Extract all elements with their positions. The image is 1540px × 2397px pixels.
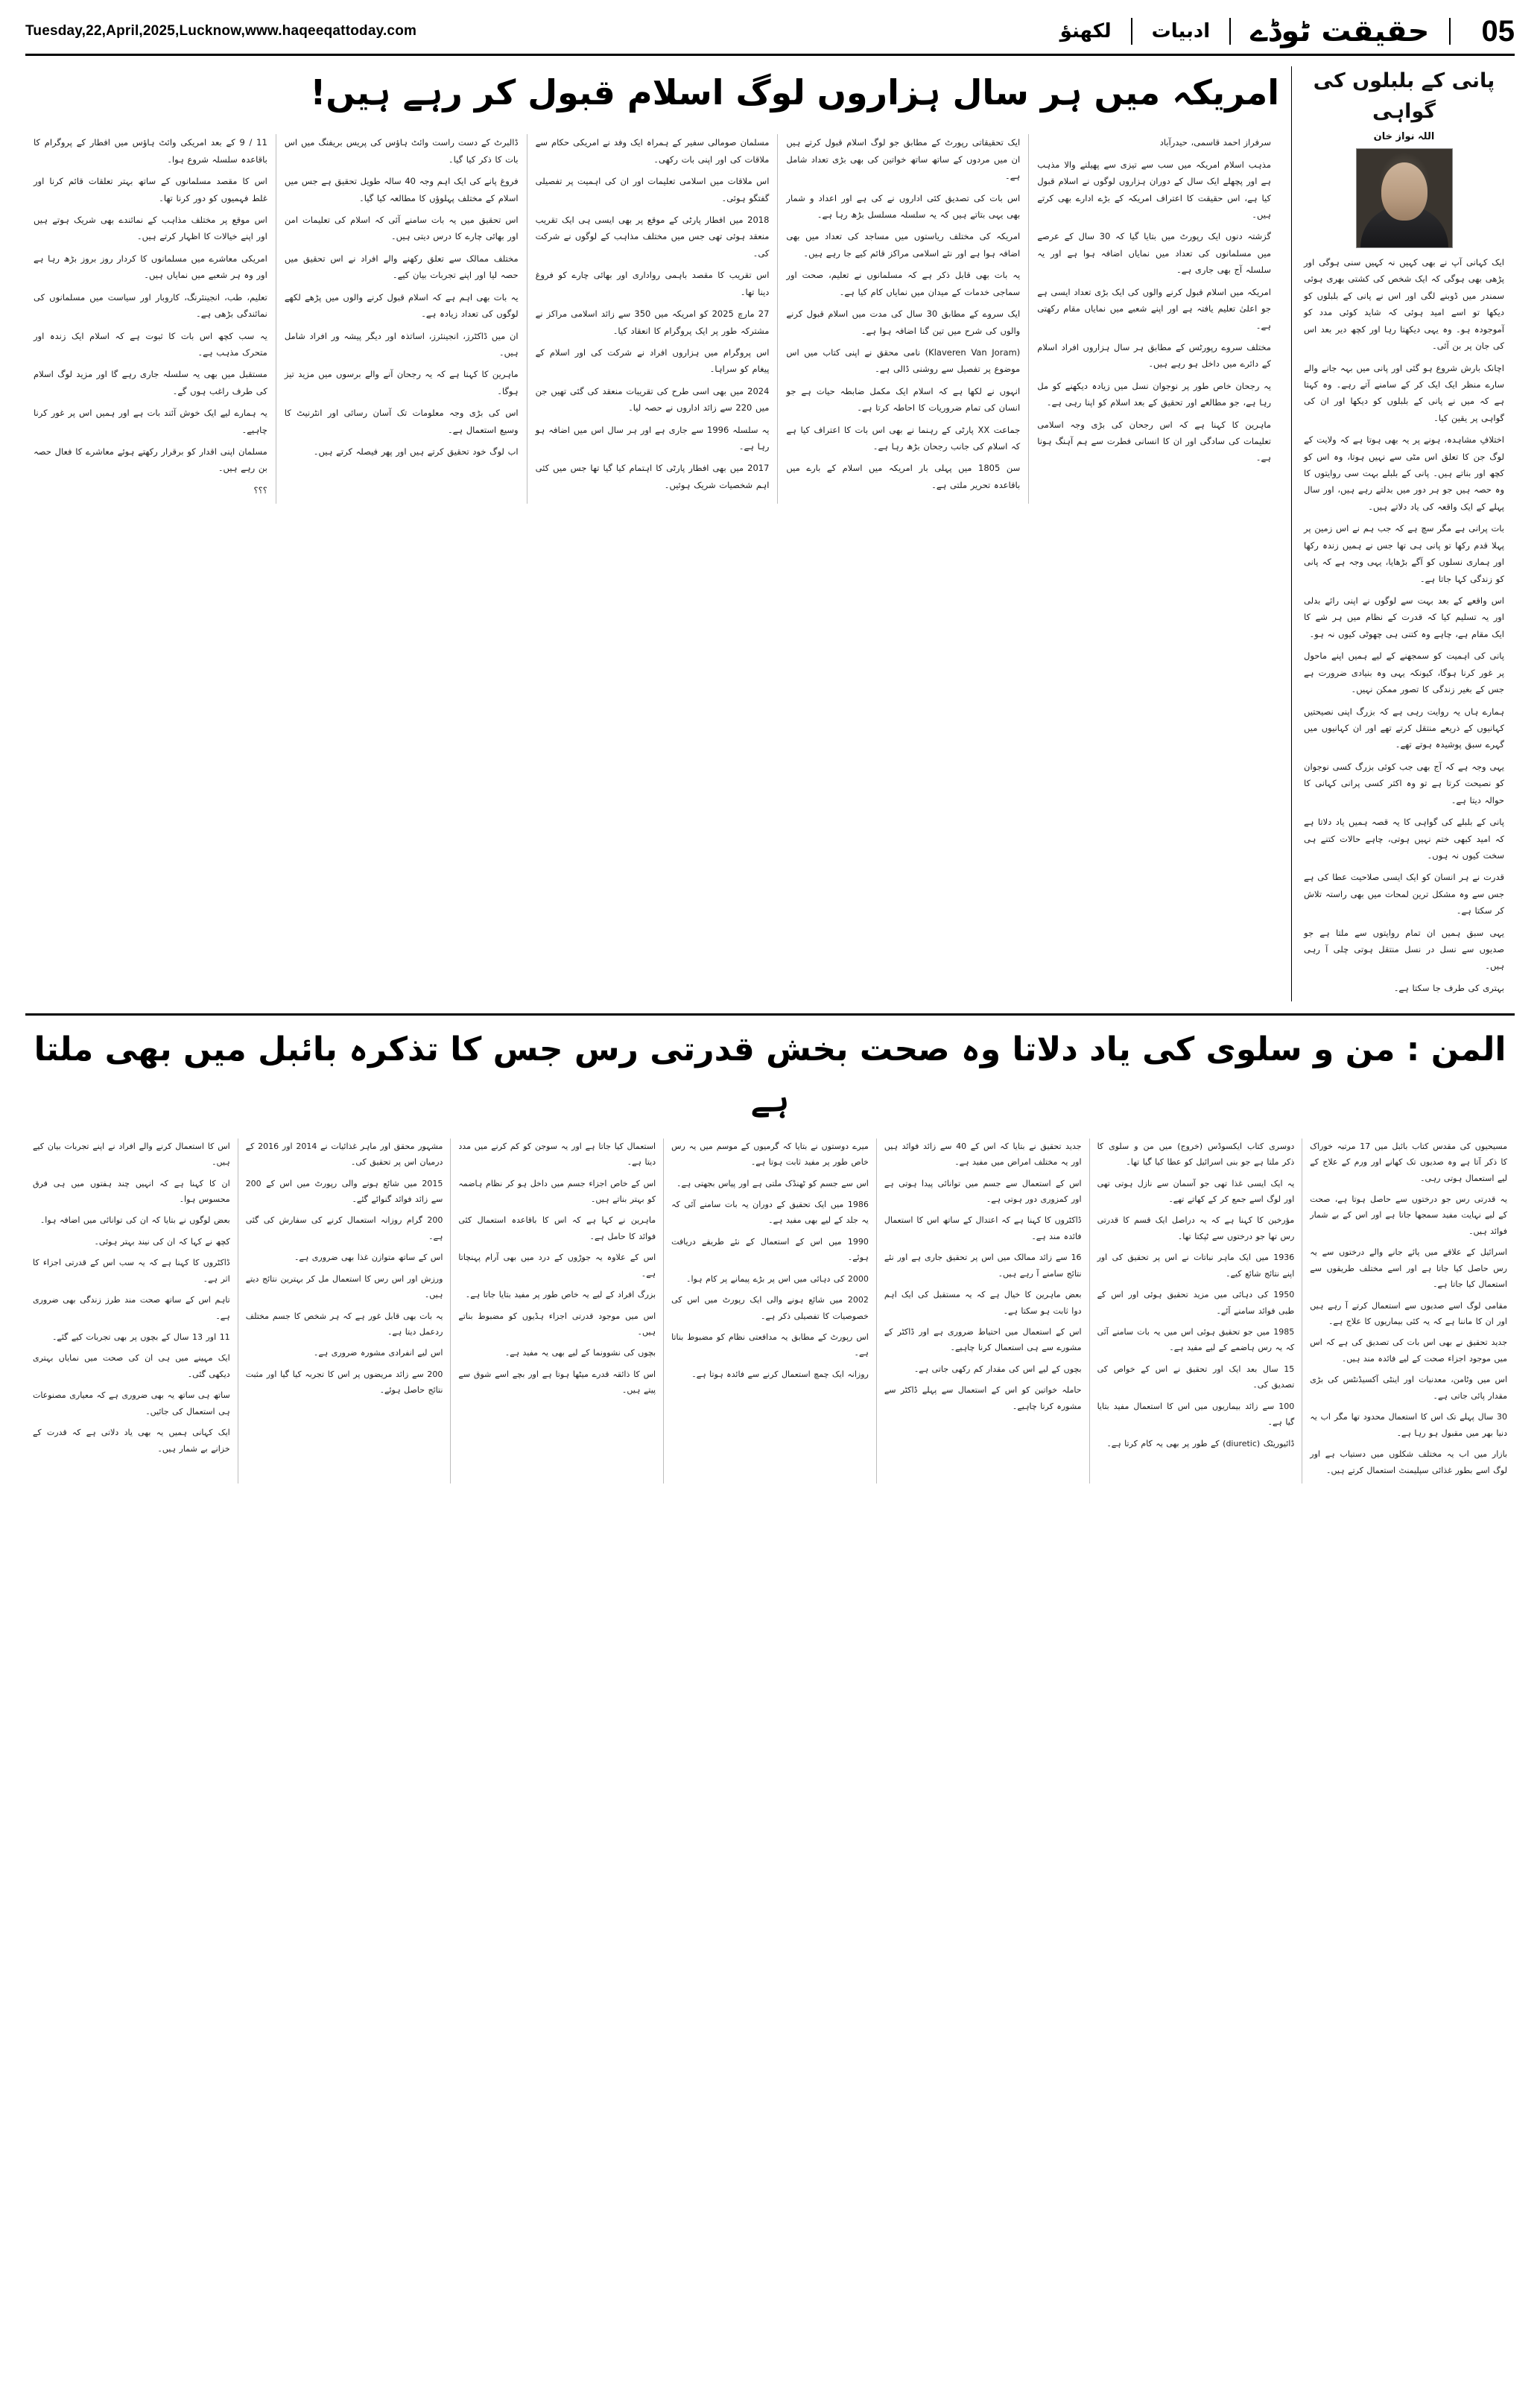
article-column (527, 134, 778, 504)
article-paragraph: امریکہ میں اسلام قبول کرنے والوں کی ایک بڑی تعداد ایسی ہے جو اعلیٰ تعلیم یافتہ ہے اور اپنے شعبے میں نمایاں مقام رکھتی ہے۔ (1037, 286, 1271, 331)
article-paragraph: اس کا ذائقہ قدرے میٹھا ہوتا ہے اور بچے اسے شوق سے پیتے ہیں۔ (458, 1369, 656, 1396)
article-paragraph: اس تحقیق میں یہ بات سامنے آئی کہ اسلام کی تعلیمات امن اور بھائی چارے کا درس دیتی ہیں۔ (284, 214, 519, 242)
article-paragraph: تعلیم، طب، انجینئرنگ، کاروبار اور سیاست میں مسلمانوں کی نمائندگی بڑھی ہے۔ (34, 291, 267, 320)
article-paragraph: دوسری کتاب ایکسوڈس (خروج) میں من و سلوی کا ذکر ملتا ہے جو بنی اسرائیل کو عطا کیا گیا تھا۔ (1097, 1141, 1295, 1168)
article-paragraph: یہ سب کچھ اس بات کا ثبوت ہے کہ اسلام ایک زندہ اور متحرک مذہب ہے۔ (34, 330, 267, 358)
article-paragraph: فروغ پانے کی ایک اہم وجہ 40 سالہ طویل تحقیق ہے جس میں اسلام کے مختلف پہلوؤں کا مطالعہ کیا گیا۔ (284, 176, 519, 203)
article-column (450, 1139, 663, 1484)
article-paragraph: (Klaveren Van Joram) نامی محقق نے اپنی کتاب میں اس موضوع پر تفصیل سے روشنی ڈالی ہے۔ (786, 346, 1021, 375)
article-paragraph: 1950 کی دہائی میں مزید تحقیق ہوئی اور اس کے طبی فوائد سامنے آئے۔ (1097, 1290, 1295, 1316)
article-paragraph: 2002 میں شائع ہونے والی ایک رپورٹ میں اس کی خصوصیات کا تفصیلی ذکر ہے۔ (671, 1295, 869, 1321)
article-paragraph: اس موقع پر مختلف مذاہب کے نمائندے بھی شریک ہوتے ہیں اور اپنے خیالات کا اظہار کرتے ہیں۔ (34, 214, 267, 242)
article-column (25, 134, 276, 504)
article-paragraph: 30 سال پہلے تک اس کا استعمال محدود تھا مگر اب یہ دنیا بھر میں مقبول ہو رہا ہے۔ (1310, 1412, 1507, 1438)
article-paragraph: مختلف سروے رپورٹس کے مطابق ہر سال ہزاروں افراد اسلام کے دائرے میں داخل ہو رہے ہیں۔ (1037, 341, 1271, 370)
article-paragraph: یہ رجحان خاص طور پر نوجوان نسل میں زیادہ دیکھنے کو مل رہا ہے، جو مطالعے اور تحقیق کے بعد اسلام کو اپنا رہی ہے۔ (1037, 380, 1271, 408)
article-paragraph: اب لوگ خود تحقیق کرتے ہیں اور پھر فیصلہ کرتے ہیں۔ (313, 446, 519, 457)
main-top-article (25, 66, 1291, 1001)
masthead-divider (1449, 18, 1451, 45)
article-paragraph: ان میں ڈاکٹرز، انجینئرز، اساتذہ اور دیگر پیشہ ور افراد شامل ہیں۔ (284, 330, 519, 358)
article-paragraph: 200 گرام روزانہ استعمال کرنے کی سفارش کی گئی ہے۔ (245, 1215, 443, 1241)
article-column (25, 1139, 238, 1484)
article-paragraph: ڈالبرٹ کے دست راست وائٹ ہاؤس کی پریس بریفنگ میں اس بات کا ذکر کیا گیا۔ (284, 137, 519, 165)
article-paragraph: ایک کہانی آپ نے بھی کہیں نہ کہیں سنی ہوگی اور پڑھی بھی ہوگی کہ ایک شخص کی کشتی بھری ہوئی سمندر میں ڈوبنے لگی اور اس نے پانی کے بلبلوں کو دیکھا تو اسے امید ہوئی کہ شاید کوئی مدد کو آموجودہ ہو۔ وہ یہی دیکھتا رہا اور کچھ دیر بعد اس کی جان پر بن آئی۔ (1304, 257, 1504, 352)
brand-city: لکھنؤ (1059, 20, 1112, 42)
article-paragraph: اس میں وٹامن، معدنیات اور اینٹی آکسیڈنٹس کی بڑی مقدار پائی جاتی ہے۔ (1310, 1375, 1507, 1401)
main-article-columns (25, 134, 1279, 504)
article-paragraph: یہ بات بھی قابل ذکر ہے کہ مسلمانوں نے تعلیم، صحت اور سماجی خدمات کے میدان میں نمایاں کام کیا ہے۔ (786, 270, 1021, 297)
article-paragraph: اس کے علاوہ یہ جوڑوں کے درد میں بھی آرام پہنچاتا ہے۔ (458, 1253, 656, 1279)
article-paragraph: ورزش اور اس رس کا استعمال مل کر بہترین نتائج دیتے ہیں۔ (245, 1273, 443, 1300)
masthead-brand (1060, 16, 1515, 46)
article-paragraph: جدید تحقیق نے بتایا کہ اس کے 40 سے زائد فوائد ہیں اور یہ مختلف امراض میں مفید ہے۔ (884, 1141, 1082, 1168)
article-paragraph: میرے دوستوں نے بتایا کہ گرمیوں کے موسم میں یہ رس خاص طور پر مفید ثابت ہوتا ہے۔ (671, 1141, 869, 1168)
article-paragraph: بہتری کی طرف جا سکتا ہے۔ (1393, 982, 1504, 993)
masthead-divider-2 (1229, 18, 1231, 45)
main-headline: امریکہ میں ہر سال ہزاروں لوگ اسلام قبول کر رہے ہیں! (310, 72, 1279, 113)
article-paragraph: ماہرین نے کہا ہے کہ اس کا باقاعدہ استعمال کئی فوائد کا حامل ہے۔ (458, 1215, 656, 1241)
article-column (1089, 1139, 1302, 1484)
article-paragraph: اس ملاقات میں اسلامی تعلیمات اور ان کی اہمیت پر تفصیلی گفتگو ہوئی۔ (535, 176, 770, 203)
article-paragraph: یہ سلسلہ 1996 سے جاری ہے اور ہر سال اس میں اضافہ ہو رہا ہے۔ (535, 424, 770, 452)
article-paragraph: اس کا مقصد مسلمانوں کے ساتھ بہتر تعلقات قائم کرنا اور غلط فہمیوں کو دور کرنا تھا۔ (34, 176, 267, 203)
article-paragraph: ساتھ ہی ساتھ یہ بھی ضروری ہے کہ معیاری مصنوعات ہی استعمال کی جائیں۔ (32, 1390, 230, 1416)
article-paragraph: اسرائیل کے علاقے میں پائے جانے والے درختوں سے یہ رس حاصل کیا جاتا ہے اور اسے مختلف طریقوں سے استعمال کیا جاتا ہے۔ (1310, 1247, 1507, 1290)
article-paragraph: مشہور محقق اور ماہر غذائیات نے 2014 اور 2016 کے درمیان اس پر تحقیق کی۔ (245, 1141, 443, 1168)
article-paragraph: جدید تحقیق نے بھی اس بات کی تصدیق کی ہے کہ اس میں موجود اجزاء صحت کے لیے فائدہ مند ہیں۔ (1310, 1337, 1507, 1364)
article-paragraph: سن 1805 میں پہلی بار امریکہ میں اسلام کے بارے میں باقاعدہ تحریر ملتی ہے۔ (786, 463, 1021, 490)
article-column (238, 1139, 451, 1484)
column-article-byline: اللہ نواز خان (1373, 131, 1435, 142)
article-paragraph: اس سے جسم کو ٹھنڈک ملتی ہے اور پیاس بجھتی ہے۔ (676, 1178, 869, 1188)
article-paragraph: مختلف ممالک سے تعلق رکھنے والے افراد نے اس تحقیق میں حصہ لیا اور اپنے تجربات بیان کیے۔ (284, 253, 519, 281)
article-paragraph: 2000 کی دہائی میں اس پر بڑے پیمانے پر کام ہوا۔ (686, 1273, 869, 1284)
article-paragraph: استعمال کیا جاتا ہے اور یہ سوجن کو کم کرنے میں مدد دیتا ہے۔ (458, 1141, 656, 1168)
article-paragraph: اس کے استعمال سے جسم میں توانائی پیدا ہوتی ہے اور کمزوری دور ہوتی ہے۔ (884, 1178, 1082, 1204)
article-paragraph: مذہب اسلام امریکہ میں سب سے تیزی سے پھیلنے والا مذہب ہے اور پچھلے ایک سال کے دوران ہزاروں لوگوں نے اسلام قبول کیا ہے، اس حقیقت کا اعتراف امریکہ کے بڑے ادارے بھی کرتے ہیں۔ (1037, 159, 1271, 220)
article-column (663, 1139, 876, 1484)
article-paragraph: 1936 میں ایک ماہر نباتات نے اس پر تحقیق کی اور اپنے نتائج شائع کیے۔ (1097, 1253, 1295, 1279)
brand-title: حقیقت ٹوڈے (1250, 14, 1430, 48)
article-paragraph: مسلمان صومالی سفیر کے ہمراہ ایک وفد نے امریکی حکام سے ملاقات کی اور اپنی بات رکھی۔ (535, 137, 770, 165)
article-paragraph: یہی وجہ ہے کہ آج بھی جب کوئی بزرگ کسی نوجوان کو نصیحت کرتا ہے تو وہ اکثر کسی پرانی کہانی کا حوالہ دیتا ہے۔ (1304, 761, 1504, 805)
article-paragraph: ڈاکٹروں کا کہنا ہے کہ اعتدال کے ساتھ اس کا استعمال فائدہ مند ہے۔ (884, 1215, 1082, 1241)
bottom-article-columns (25, 1139, 1515, 1484)
article-paragraph: ایک کہانی ہمیں یہ بھی یاد دلاتی ہے کہ قدرت کے خزانے بے شمار ہیں۔ (32, 1428, 230, 1454)
article-column (876, 1139, 1089, 1484)
article-paragraph: بعض لوگوں نے بتایا کہ ان کی توانائی میں اضافہ ہوا۔ (39, 1215, 230, 1226)
article-paragraph: اس کے استعمال میں احتیاط ضروری ہے اور ڈاکٹر کے مشورے سے ہی استعمال کرنا چاہیے۔ (884, 1327, 1082, 1353)
article-paragraph: گزشتہ دنوں ایک رپورٹ میں بتایا گیا کہ 30 سال کے عرصے میں مسلمانوں کی تعداد میں نمایاں اضافہ ہوا ہے اور یہ سلسلہ آج بھی جاری ہے۔ (1037, 231, 1271, 276)
article-paragraph: 11 اور 13 سال کے بچوں پر بھی تجربات کیے گئے۔ (51, 1332, 230, 1343)
article-paragraph: 15 سال بعد ایک اور تحقیق نے اس کے خواص کی تصدیق کی۔ (1097, 1364, 1295, 1390)
article-paragraph: ماہرین کا کہنا ہے کہ اس رجحان کی بڑی وجہ اسلامی تعلیمات کی سادگی اور ان کا انسانی فطرت سے ہم آہنگ ہونا ہے۔ (1037, 419, 1271, 463)
dateline: Tuesday,22,April,2025,Lucknow,www.haqeeqattoday.com (25, 23, 417, 39)
article-paragraph: اچانک بارش شروع ہو گئی اور پانی میں بہہ جانے والے سارے منظر ایک ایک کر کے سامنے آتے رہے۔ وہ کہتا ہے کہ میں نے پانی کے بلبلوں کو دیکھا اور ان کی گواہی پر یقین کیا۔ (1304, 362, 1504, 423)
article-paragraph: 1985 میں جو تحقیق ہوئی اس میں یہ بات سامنے آئی کہ یہ رس ہاضمے کے لیے مفید ہے۔ (1097, 1327, 1295, 1353)
article-paragraph: اس کے خاص اجزاء جسم میں داخل ہو کر نظام ہاضمہ کو بہتر بناتے ہیں۔ (458, 1178, 656, 1204)
article-paragraph: یہ بات بھی قابل غور ہے کہ ہر شخص کا جسم مختلف ردعمل دیتا ہے۔ (245, 1311, 443, 1337)
article-paragraph: جماعت XX پارٹی کے رہنما نے بھی اس بات کا اعتراف کیا ہے کہ اسلام کی جانب رجحان بڑھ رہا ہے۔ (786, 424, 1021, 452)
article-paragraph: ہمارے ہاں یہ روایت رہی ہے کہ بزرگ اپنی نصیحتیں کہانیوں کے ذریعے منتقل کرتے تھے اور ان کہانیوں میں گہرے سبق پوشیدہ ہوتے تھے۔ (1304, 706, 1504, 750)
article-paragraph: پانی کی اہمیت کو سمجھنے کے لیے ہمیں اپنے ماحول پر غور کرنا ہوگا، کیونکہ یہی وہ بنیادی ضرورت ہے جس کے بغیر زندگی کا تصور ممکن نہیں۔ (1304, 650, 1504, 695)
column-article-title: پانی کے بلبلوں کی گواہی (1313, 69, 1495, 123)
article-paragraph: ایک مہینے میں ہی ان کی صحت میں نمایاں بہتری دیکھی گئی۔ (32, 1353, 230, 1379)
article-paragraph: بازار میں اب یہ مختلف شکلوں میں دستیاب ہے اور لوگ اسے بطور غذائی سپلیمنٹ استعمال کرتے ہیں۔ (1310, 1449, 1507, 1475)
article-paragraph: امریکی معاشرے میں مسلمانوں کا کردار روز بروز بڑھ رہا ہے اور وہ ہر شعبے میں نمایاں ہیں۔ (34, 253, 267, 281)
article-paragraph: 2015 میں شائع ہونے والی رپورٹ میں اس کے 200 سے زائد فوائد گنوائے گئے۔ (245, 1178, 443, 1204)
article-paragraph: ڈائیوریٹک (diuretic) کے طور پر بھی یہ کام کرتا ہے۔ (1106, 1438, 1295, 1448)
article-paragraph: یہ ایک ایسی غذا تھی جو آسمان سے نازل ہوتی تھی اور لوگ اسے جمع کر کے کھاتے تھے۔ (1097, 1178, 1295, 1204)
article-paragraph: اس میں موجود قدرتی اجزاء ہڈیوں کو مضبوط بناتے ہیں۔ (458, 1311, 656, 1337)
article-paragraph: 11 / 9 کے بعد امریکی وائٹ ہاؤس میں افطار کے پروگرام کا باقاعدہ سلسلہ شروع ہوا۔ (34, 137, 267, 165)
article-paragraph: 100 سے زائد بیماریوں میں اس کا استعمال مفید بتایا گیا ہے۔ (1097, 1401, 1295, 1428)
article-paragraph: ایک تحقیقاتی رپورٹ کے مطابق جو لوگ اسلام قبول کرتے ہیں ان میں مردوں کے ساتھ ساتھ خواتین کی بھی بڑی تعداد شامل ہے۔ (786, 137, 1021, 182)
article-paragraph: ان کا کہنا ہے کہ انہیں چند ہفتوں میں ہی فرق محسوس ہوا۔ (32, 1178, 230, 1204)
article-paragraph: بات پرانی ہے مگر سچ ہے کہ جب ہم نے اس زمین پر پہلا قدم رکھا تو پانی ہی تھا جس نے ہمیں زندہ رکھا اور ہماری نسلوں کو آگے بڑھایا، یہی وجہ ہے کہ پانی کو زندگی کہا جاتا ہے۔ (1304, 523, 1504, 584)
article-paragraph: امریکہ کی مختلف ریاستوں میں مساجد کی تعداد میں بھی اضافہ ہوا ہے اور نئے اسلامی مراکز قائم کیے جا رہے ہیں۔ (786, 231, 1021, 259)
article-paragraph: اس کا استعمال کرنے والے افراد نے اپنے تجربات بیان کیے ہیں۔ (32, 1141, 230, 1168)
article-paragraph: اس کی بڑی وجہ معلومات تک آسان رسائی اور انٹرنیٹ کا وسیع استعمال ہے۔ (284, 408, 519, 435)
masthead-divider-3 (1131, 18, 1132, 45)
article-paragraph: اس لیے انفرادی مشورہ ضروری ہے۔ (313, 1348, 443, 1358)
page-number: 05 (1481, 15, 1515, 48)
article-paragraph: ماہرین کا کہنا ہے کہ یہ رجحان آنے والے برسوں میں مزید تیز ہوگا۔ (284, 369, 519, 396)
article-paragraph: قدرت نے ہر انسان کو ایک ایسی صلاحیت عطا کی ہے جس سے وہ مشکل ترین لمحات میں بھی راستہ تلاش کر سکتا ہے۔ (1304, 872, 1504, 916)
article-paragraph: ؟؟؟ (253, 484, 267, 495)
article-paragraph: ایک سروے کے مطابق 30 سال کی مدت میں اسلام قبول کرنے والوں کی شرح میں تین گنا اضافہ ہوا ہے۔ (786, 308, 1021, 336)
masthead (25, 16, 1515, 56)
article-paragraph: اختلافِ مشاہدہ، ہونے پر یہ بھی ہوتا ہے کہ ولایت کے لوگ جن کا تعلق اس مٹی سے نہیں ہوتا، وہ اس کو کچھ اور بناتے ہیں۔ پانی کے بلبلے بہت سی روایتوں کا وہ حصہ ہیں جو ہر دور میں بدلتے رہے ہیں، اور سال پہلے کے ایک واقعہ کی یاد دلاتے ہیں۔ (1304, 434, 1504, 512)
article-column (777, 134, 1028, 504)
article-paragraph: بچوں کی نشوونما کے لیے بھی یہ مفید ہے۔ (504, 1348, 656, 1358)
article-paragraph: سرفراز احمد قاسمی، حیدرآباد (1159, 137, 1271, 148)
article-paragraph: اس رپورٹ کے مطابق یہ مدافعتی نظام کو مضبوط بناتا ہے۔ (671, 1332, 869, 1358)
brand-section: ادبیات (1151, 20, 1211, 42)
article-paragraph: پانی کے بلبلے کی گواہی کا یہ قصہ ہمیں یاد دلاتا ہے کہ امید کبھی ختم نہیں ہوتی، چاہے حالات کتنے ہی سخت کیوں نہ ہوں۔ (1304, 817, 1504, 861)
article-paragraph: بعض ماہرین کا خیال ہے کہ یہ مستقبل کی ایک اہم دوا ثابت ہو سکتا ہے۔ (884, 1290, 1082, 1316)
article-paragraph: مؤرخین کا کہنا ہے کہ یہ دراصل ایک قسم کا قدرتی رس تھا جو درختوں سے ٹپکتا تھا۔ (1097, 1215, 1295, 1241)
article-paragraph: یہ قدرتی رس جو درختوں سے حاصل ہوتا ہے، صحت کے لیے نہایت مفید سمجھا جاتا ہے اور اس کے بے شمار فوائد ہیں۔ (1310, 1194, 1507, 1236)
bottom-section (25, 1025, 1515, 1484)
article-paragraph: 2017 میں بھی افطار پارٹی کا اہتمام کیا گیا تھا جس میں کئی اہم شخصیات شریک ہوئیں۔ (535, 463, 770, 490)
article-paragraph: یہی سبق ہمیں ان تمام روایتوں سے ملتا ہے جو صدیوں سے نسل در نسل منتقل ہوتی چلی آ رہی ہیں۔ (1304, 927, 1504, 972)
article-paragraph: مسیحیوں کی مقدس کتاب بائبل میں 17 مرتبہ خوراک کا ذکر آتا ہے وہ صدیوں تک کھانے اور ورم کے علاج کے لیے استعمال ہوتی رہی۔ (1310, 1141, 1507, 1183)
article-paragraph: 27 مارچ 2025 کو امریکہ میں 350 سے زائد اسلامی مراکز نے مشترکہ طور پر ایک پروگرام کا انعقاد کیا۔ (535, 308, 770, 336)
article-paragraph: مقامی لوگ اسے صدیوں سے استعمال کرتے آ رہے ہیں اور ان کا ماننا ہے کہ یہ کئی بیماریوں کا علاج ہے۔ (1310, 1300, 1507, 1327)
column-article-body (1304, 254, 1504, 996)
column-article (1291, 66, 1515, 1001)
section-divider (25, 1013, 1515, 1016)
article-paragraph: روزانہ ایک چمچ استعمال کرنے سے فائدہ ہوتا ہے۔ (691, 1369, 869, 1379)
article-paragraph: بزرگ افراد کے لیے یہ خاص طور پر مفید بتایا جاتا ہے۔ (465, 1290, 656, 1300)
article-column (1028, 134, 1279, 504)
article-paragraph: حاملہ خواتین کو اس کے استعمال سے پہلے ڈاکٹر سے مشورہ کرنا چاہیے۔ (884, 1385, 1082, 1411)
article-paragraph: 1990 میں اس کے استعمال کے نئے طریقے دریافت ہوئے۔ (671, 1236, 869, 1263)
article-paragraph: اس تقریب کا مقصد باہمی رواداری اور بھائی چارے کو فروغ دینا تھا۔ (535, 270, 770, 297)
article-paragraph: بچوں کے لیے اس کی مقدار کم رکھی جاتی ہے۔ (913, 1364, 1082, 1374)
article-paragraph: اس بات کی تصدیق کئی اداروں نے کی ہے اور اعداد و شمار بھی یہی بتاتے ہیں کہ یہ سلسلہ مسلسل بڑھ رہا ہے۔ (786, 192, 1021, 220)
top-section (25, 66, 1515, 1001)
bottom-headline: المن : من و سلوی کی یاد دلاتا وہ صحت بخش قدرتی رس جس کا تذکرہ بائبل میں بھی ملتا ہے (34, 1030, 1506, 1120)
article-paragraph: یہ ہمارے لیے ایک خوش آئند بات ہے اور ہمیں اس پر غور کرنا چاہیے۔ (34, 408, 267, 435)
article-paragraph: کچھ نے کہا کہ ان کی نیند بہتر ہوئی۔ (94, 1236, 230, 1247)
article-paragraph: اس واقعے کے بعد بہت سے لوگوں نے اپنی رائے بدلی اور یہ تسلیم کیا کہ قدرت کے نظام میں ہر شے کا ایک مقام ہے، چاہے وہ کتنی ہی چھوٹی کیوں نہ ہو۔ (1304, 595, 1504, 639)
article-paragraph: ڈاکٹروں کا کہنا ہے کہ یہ سب اس کے قدرتی اجزاء کا اثر ہے۔ (32, 1258, 230, 1284)
article-paragraph: تاہم اس کے ساتھ صحت مند طرز زندگی بھی ضروری ہے۔ (32, 1295, 230, 1321)
article-paragraph: اس کے ساتھ متوازن غذا بھی ضروری ہے۔ (294, 1253, 443, 1263)
author-portrait-photo (1356, 148, 1453, 248)
article-paragraph: مستقبل میں بھی یہ سلسلہ جاری رہے گا اور مزید لوگ اسلام کی طرف راغب ہوں گے۔ (34, 369, 267, 396)
article-paragraph: اس پروگرام میں ہزاروں افراد نے شرکت کی اور اسلام کے پیغام کو سراہا۔ (535, 346, 770, 375)
article-paragraph: 16 سے زائد ممالک میں اس پر تحقیق جاری ہے اور نئے نتائج سامنے آ رہے ہیں۔ (884, 1253, 1082, 1279)
article-paragraph: یہ بات بھی اہم ہے کہ اسلام قبول کرنے والوں میں پڑھے لکھے لوگوں کی تعداد زیادہ ہے۔ (284, 291, 519, 320)
article-column (276, 134, 527, 504)
article-paragraph: 2024 میں بھی اسی طرح کی تقریبات منعقد کی گئی تھیں جن میں 220 سے زائد اداروں نے حصہ لیا۔ (535, 385, 770, 414)
article-paragraph: 1986 میں ایک تحقیق کے دوران یہ بات سامنے آئی کہ یہ جلد کے لیے بھی مفید ہے۔ (671, 1199, 869, 1226)
article-paragraph: انہوں نے لکھا ہے کہ اسلام ایک مکمل ضابطہ حیات ہے جو انسان کی تمام ضروریات کا احاطہ کرتا ہے۔ (786, 385, 1021, 414)
article-paragraph: مسلمان اپنی اقدار کو برقرار رکھتے ہوئے معاشرے کا فعال حصہ بن رہے ہیں۔ (34, 446, 267, 474)
article-paragraph: 200 سے زائد مریضوں پر اس کا تجربہ کیا گیا اور مثبت نتائج حاصل ہوئے۔ (245, 1369, 443, 1396)
article-column (1302, 1139, 1515, 1484)
article-paragraph: 2018 میں افطار پارٹی کے موقع پر بھی ایسی ہی ایک تقریب منعقد ہوئی تھی جس میں مختلف مذاہب کے لوگوں نے شرکت کی۔ (535, 214, 770, 259)
